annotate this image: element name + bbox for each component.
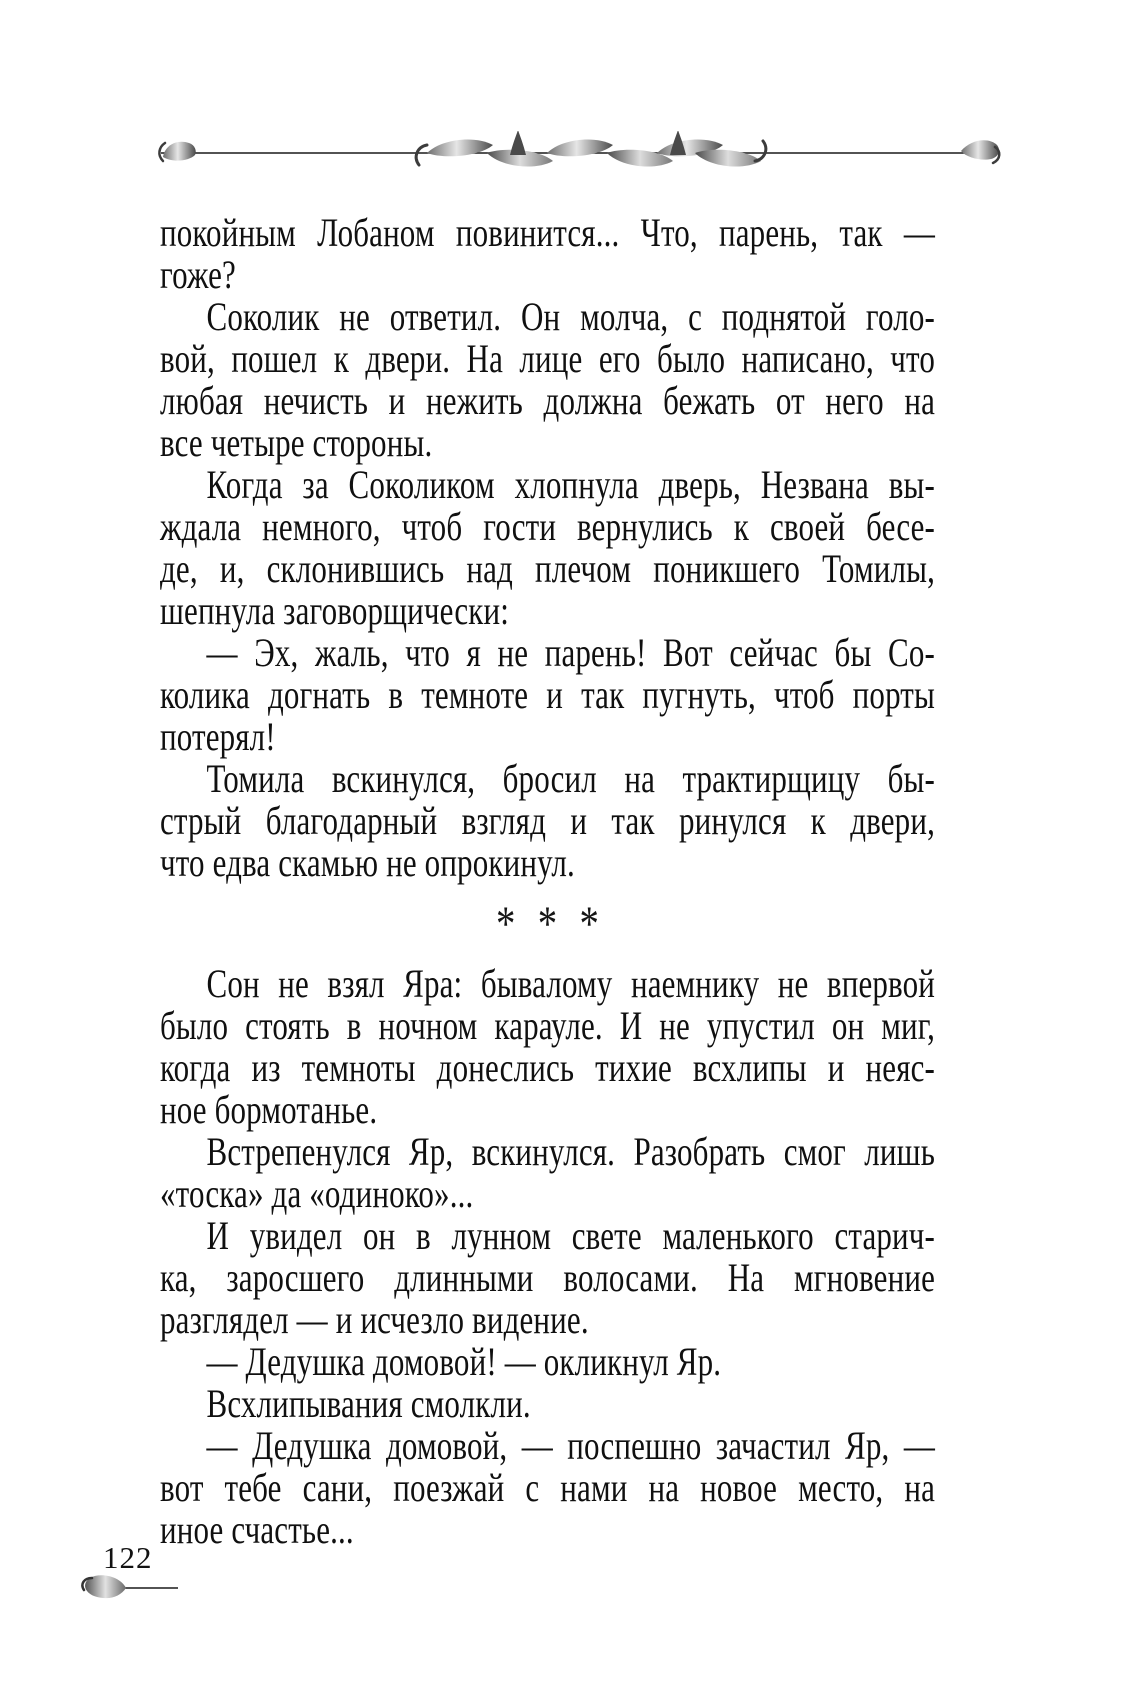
flourish-divider-icon <box>155 131 1005 177</box>
text-line: Соколик не ответил. Он молча, с поднятой голо- <box>206 294 935 339</box>
text-line: когда из темноты донеслись тихие всхлипы и неяс- <box>160 1045 935 1090</box>
text-line: гоже? <box>160 252 236 297</box>
text-line: Всхлипывания смолкли. <box>206 1381 531 1426</box>
paragraph <box>160 1215 935 1341</box>
paragraph <box>160 963 935 1131</box>
text-line: иное счастье... <box>160 1507 354 1552</box>
text-line: — Эх, жаль, что я не парень! Вот сейчас бы Со- <box>206 630 935 675</box>
text-line: любая нечисть и нежить должна бежать от него на <box>160 378 935 423</box>
paragraph <box>160 1131 935 1215</box>
text-line: Сон не взял Яра: бывалому наемнику не впервой <box>206 961 935 1006</box>
text-line: потерял! <box>160 714 276 759</box>
text-line: шепнула заговорщически: <box>160 588 509 633</box>
text-line: И увидел он в лунном свете маленького старич- <box>206 1213 935 1258</box>
text-line: разглядел — и исчезло видение. <box>160 1297 589 1342</box>
paragraph <box>160 632 935 758</box>
section-separator: * * * <box>495 895 600 951</box>
paragraph <box>160 1383 935 1425</box>
text-line: все четыре стороны. <box>160 420 433 465</box>
text-line: было стоять в ночном карауле. И не упустил он миг, <box>160 1003 935 1048</box>
text-line: ное бормотанье. <box>160 1087 378 1132</box>
text-line: вот тебе сани, поезжай с нами на новое место, на <box>160 1465 935 1510</box>
paragraph <box>160 296 935 464</box>
text-line: вой, пошел к двери. На лице его было написано, что <box>160 336 935 381</box>
text-line: что едва скамью не опрокинул. <box>160 840 575 885</box>
paragraph <box>160 464 935 632</box>
paragraph <box>160 1341 935 1383</box>
text-line: де, и, склонившись над плечом поникшего Томилы, <box>160 546 935 591</box>
text-column <box>160 212 935 1551</box>
text-line: Томила вскинулся, бросил на трактирщицу бы- <box>206 756 935 801</box>
text-block <box>160 212 935 1551</box>
text-line: Когда за Соколиком хлопнула дверь, Незвана вы- <box>206 462 935 507</box>
text-line: — Дедушка домовой! — окликнул Яр. <box>206 1339 722 1384</box>
text-line: — Дедушка домовой, — поспешно зачастил Яр, — <box>206 1423 935 1468</box>
text-line: колика догнать в темноте и так пугнуть, чтоб порты <box>160 672 935 717</box>
paragraph <box>160 212 935 296</box>
text-line: стрый благодарный взгляд и так ринулся к двери, <box>160 798 935 843</box>
paragraph <box>160 1425 935 1551</box>
text-line: Встрепенулся Яр, вскинулся. Разобрать смог лишь <box>206 1129 935 1174</box>
text-line: «тоска» да «одиноко»... <box>160 1171 474 1216</box>
text-line: ждала немного, чтоб гости вернулись к своей бесе- <box>160 504 935 549</box>
page-number: 122 <box>103 1540 153 1575</box>
flourish-swash-icon <box>80 1572 180 1606</box>
paragraph <box>160 758 935 884</box>
text-line: покойным Лобаном повинится... Что, парень, так — <box>160 210 935 255</box>
text-line: ка, заросшего длинными волосами. На мгновение <box>160 1255 935 1300</box>
